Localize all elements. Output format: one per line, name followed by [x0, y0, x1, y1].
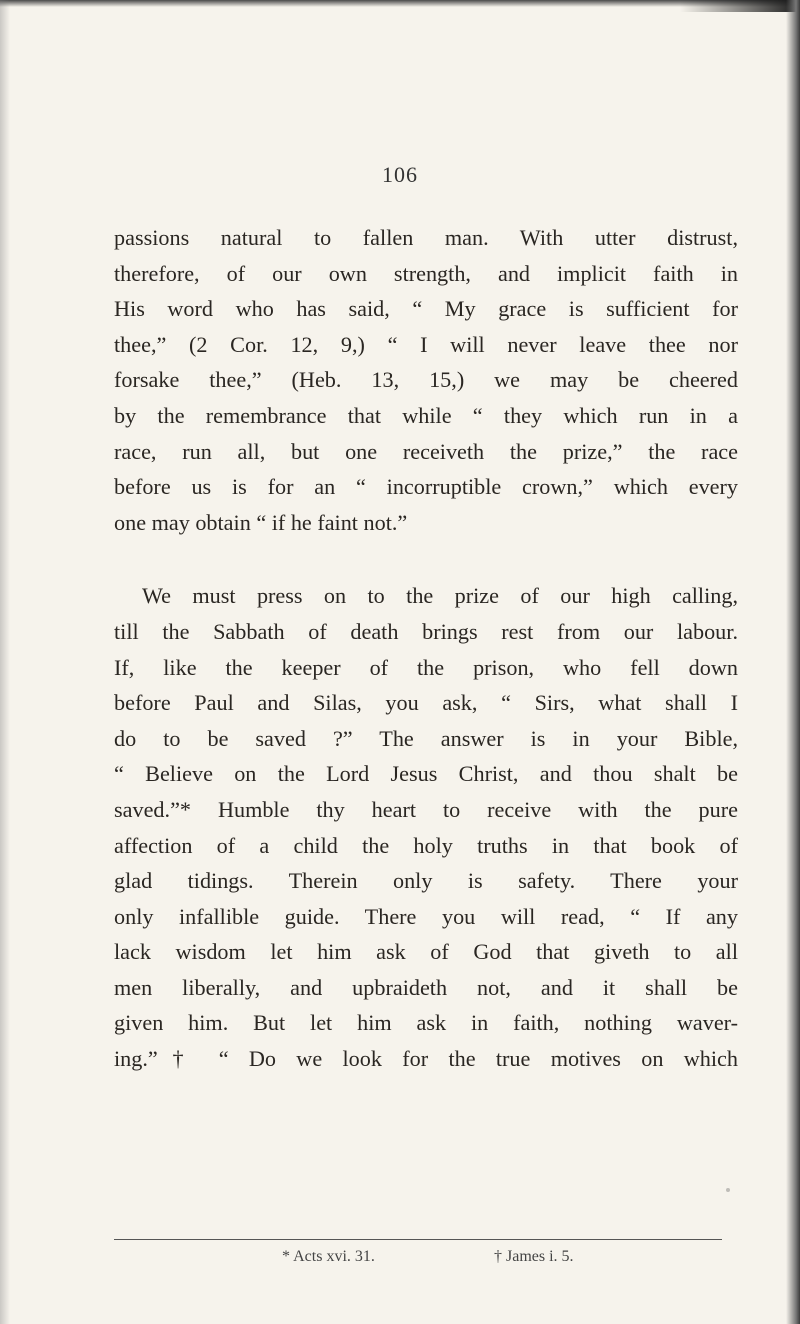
ink-speck: [726, 1188, 730, 1192]
text-line: “ Believe on the Lord Jesus Christ, and thou shalt be: [114, 761, 738, 787]
text-line: given him. But let him ask in faith, nothing waver-: [114, 1010, 738, 1036]
page-right-edge: [786, 0, 800, 1324]
text-line: till the Sabbath of death brings rest from our labour.: [114, 618, 738, 644]
text-line: thee,” (2 Cor. 12, 9,) “ I will never leave thee nor: [114, 331, 738, 357]
page-number: 106: [382, 162, 418, 187]
text-line: by the remembrance that while “ they which run in a: [114, 402, 738, 428]
text-line: passions natural to fallen man. With utter distrust,: [114, 225, 738, 250]
text-line: We must press on to the prize of our high calling,: [142, 583, 738, 609]
text-line: saved.”* Humble thy heart to receive with the pure: [114, 796, 738, 822]
text-line: race, run all, but one receiveth the prize,” the race: [114, 438, 738, 464]
paragraph-2: [114, 578, 738, 1076]
text-line: forsake thee,” (Heb. 13, 15,) we may be cheered: [114, 367, 738, 393]
text-line: do to be saved ?” The answer is in your Bible,: [114, 725, 738, 751]
text-line: men liberally, and upbraideth not, and it shall be: [114, 974, 738, 1000]
text-line: only infallible guide. There you will read, “ If any: [114, 903, 738, 929]
text-line: one may obtain “ if he faint not.”: [114, 509, 408, 535]
footnote-divider: [114, 1239, 722, 1240]
text-line: His word who has said, “ My grace is sufficient for: [114, 296, 738, 322]
text-line: If, like the keeper of the prison, who fell down: [114, 654, 738, 680]
page-left-edge: [0, 0, 10, 1324]
text-line: lack wisdom let him ask of God that giveth to all: [114, 939, 738, 965]
text-line: before us is for an “ incorruptible crown,” which every: [114, 474, 738, 500]
paragraph-gap: [114, 540, 738, 578]
text-line: affection of a child the holy truths in that book of: [114, 832, 738, 858]
footnote-james: † James i. 5.: [494, 1248, 574, 1265]
body-text: [114, 220, 738, 1077]
text-line: therefore, of our own strength, and implicit faith in: [114, 260, 738, 286]
paragraph-1: [114, 220, 738, 540]
footnote-acts: * Acts xvi. 31.: [282, 1248, 375, 1265]
page-corner-shadow: [680, 0, 800, 12]
text-line: ing.”† “ Do we look for the true motives on which: [114, 1046, 738, 1072]
text-line: before Paul and Silas, you ask, “ Sirs, what shall I: [114, 690, 738, 716]
text-line: glad tidings. Therein only is safety. There your: [114, 868, 738, 894]
